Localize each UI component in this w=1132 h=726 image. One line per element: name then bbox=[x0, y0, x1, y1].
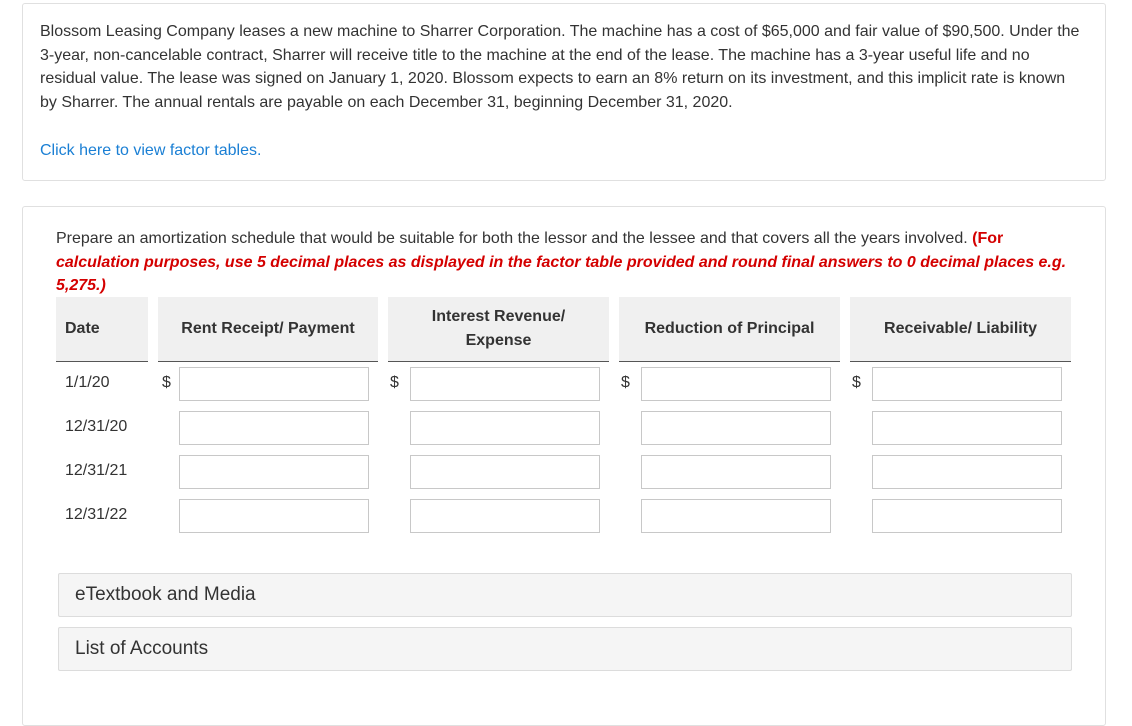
receivable-input-row3[interactable] bbox=[872, 455, 1062, 489]
header-reduction: Reduction of Principal bbox=[619, 297, 840, 362]
dollar-sign: $ bbox=[390, 374, 399, 391]
interest-input-row2[interactable] bbox=[410, 411, 600, 445]
receivable-input-row1[interactable] bbox=[872, 367, 1062, 401]
reduction-input-row1[interactable] bbox=[641, 367, 831, 401]
rent-input-row4[interactable] bbox=[179, 499, 369, 533]
problem-card bbox=[22, 3, 1106, 181]
interest-input-row3[interactable] bbox=[410, 455, 600, 489]
factor-tables-link[interactable]: Click here to view factor tables. bbox=[40, 142, 262, 159]
question-card bbox=[22, 206, 1106, 726]
reduction-input-row3[interactable] bbox=[641, 455, 831, 489]
header-date: Date bbox=[56, 297, 148, 362]
dollar-sign: $ bbox=[162, 374, 171, 391]
header-interest-line1: Interest Revenue/ bbox=[431, 308, 566, 325]
reduction-input-row2[interactable] bbox=[641, 411, 831, 445]
rent-input-row3[interactable] bbox=[179, 455, 369, 489]
instructions-note-lead: (For bbox=[972, 230, 1004, 247]
receivable-input-row2[interactable] bbox=[872, 411, 1062, 445]
header-interest-line2: Expense bbox=[465, 332, 532, 349]
header-interest bbox=[388, 297, 609, 362]
header-receivable: Receivable/ Liability bbox=[850, 297, 1071, 362]
date-cell: 1/1/20 bbox=[65, 374, 110, 391]
reduction-input-row4[interactable] bbox=[641, 499, 831, 533]
problem-text: Blossom Leasing Company leases a new machine to Sharrer Corporation. The machine has a cost of $65,000 and fair value of $90,500. Under the 3-year, non-cancelable contract, Sharrer will receive title to the machine at the end of the lease. The machine has a 3-year useful life and no residual value. The lease was signed on January 1, 2020. Blossom expects to earn an 8% return on its investment, and this implicit rate is known by Sharrer. The annual rentals are payable on each December 31, beginning December 31, 2020. bbox=[40, 23, 1080, 111]
rent-input-row2[interactable] bbox=[179, 411, 369, 445]
etextbook-label: eTextbook and Media bbox=[75, 584, 256, 605]
instructions bbox=[56, 227, 1081, 298]
accounts-panel[interactable] bbox=[58, 627, 1072, 671]
instructions-note: calculation purposes, use 5 decimal places as displayed in the factor table provided and round final answers to 0 decimal places e.g. 5,275.) bbox=[56, 253, 1067, 294]
receivable-input-row4[interactable] bbox=[872, 499, 1062, 533]
accounts-label: List of Accounts bbox=[75, 638, 209, 659]
instructions-main: Prepare an amortization schedule that would be suitable for both the lessor and the lessee and that covers all the years involved. bbox=[56, 230, 973, 247]
date-cell: 12/31/21 bbox=[65, 462, 128, 479]
rent-input-row1[interactable] bbox=[179, 367, 369, 401]
interest-input-row1[interactable] bbox=[410, 367, 600, 401]
etextbook-panel[interactable] bbox=[58, 573, 1072, 617]
interest-input-row4[interactable] bbox=[410, 499, 600, 533]
date-cell: 12/31/20 bbox=[65, 418, 128, 435]
header-rent: Rent Receipt/ Payment bbox=[158, 297, 378, 362]
dollar-sign: $ bbox=[852, 374, 861, 391]
date-cell: 12/31/22 bbox=[65, 506, 128, 523]
dollar-sign: $ bbox=[621, 374, 630, 391]
